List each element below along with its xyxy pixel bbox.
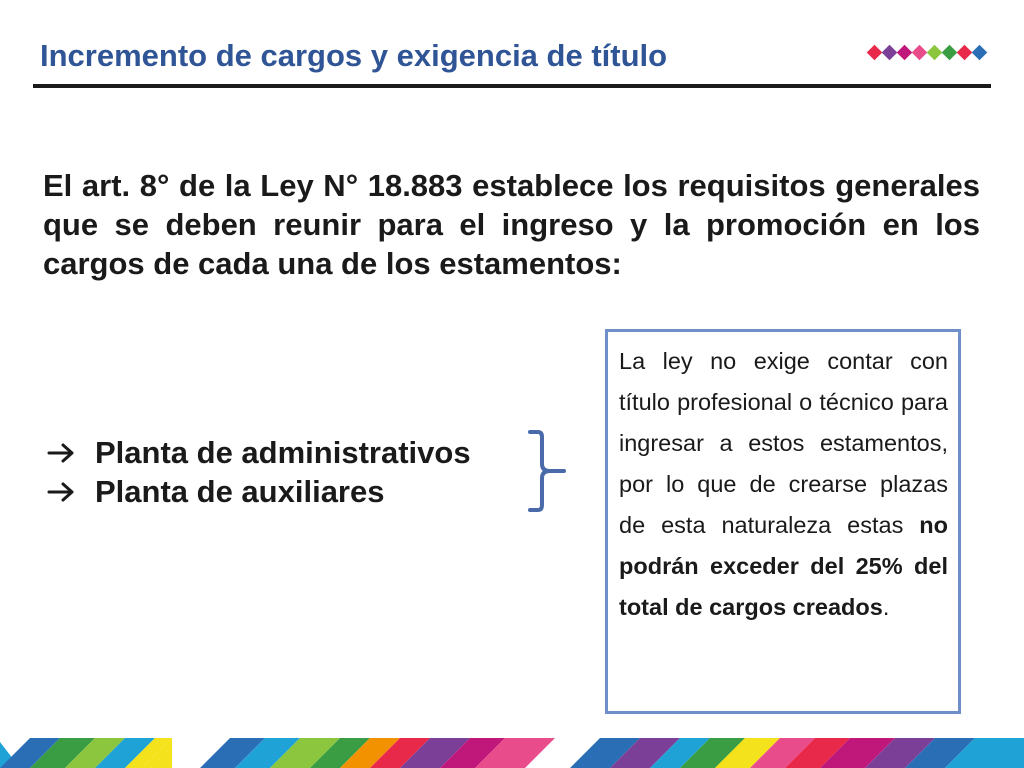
- right-arrow-icon: [47, 481, 77, 503]
- note-text: La ley no exige contar con título profesional o técnico para ingresar a estos estamentos, por lo que de crearse plazas de esta naturaleza estas: [619, 348, 948, 538]
- bullet-list: [47, 433, 471, 511]
- note-end: .: [882, 594, 890, 620]
- slide-title: Incremento de cargos y exigencia de título: [40, 38, 668, 73]
- right-curly-brace-icon: [526, 428, 570, 514]
- footer-decoration: [0, 738, 1024, 768]
- bullet-item: [47, 472, 471, 511]
- note-box: [605, 329, 961, 714]
- bullet-label: Planta de auxiliares: [95, 474, 385, 509]
- title-divider: [33, 84, 991, 88]
- right-arrow-icon: [47, 442, 77, 464]
- bullet-item: [47, 433, 471, 472]
- intro-paragraph: El art. 8° de la Ley N° 18.883 establece los requisitos generales que se deben reunir para el ingreso y la promoción en los cargos de cada una de los estamentos:: [43, 168, 980, 281]
- diamond-row-icon: [866, 44, 996, 64]
- note-emphasis: no podrán exceder del 25% del total de cargos creados: [619, 512, 948, 620]
- bullet-label: Planta de administrativos: [95, 435, 471, 470]
